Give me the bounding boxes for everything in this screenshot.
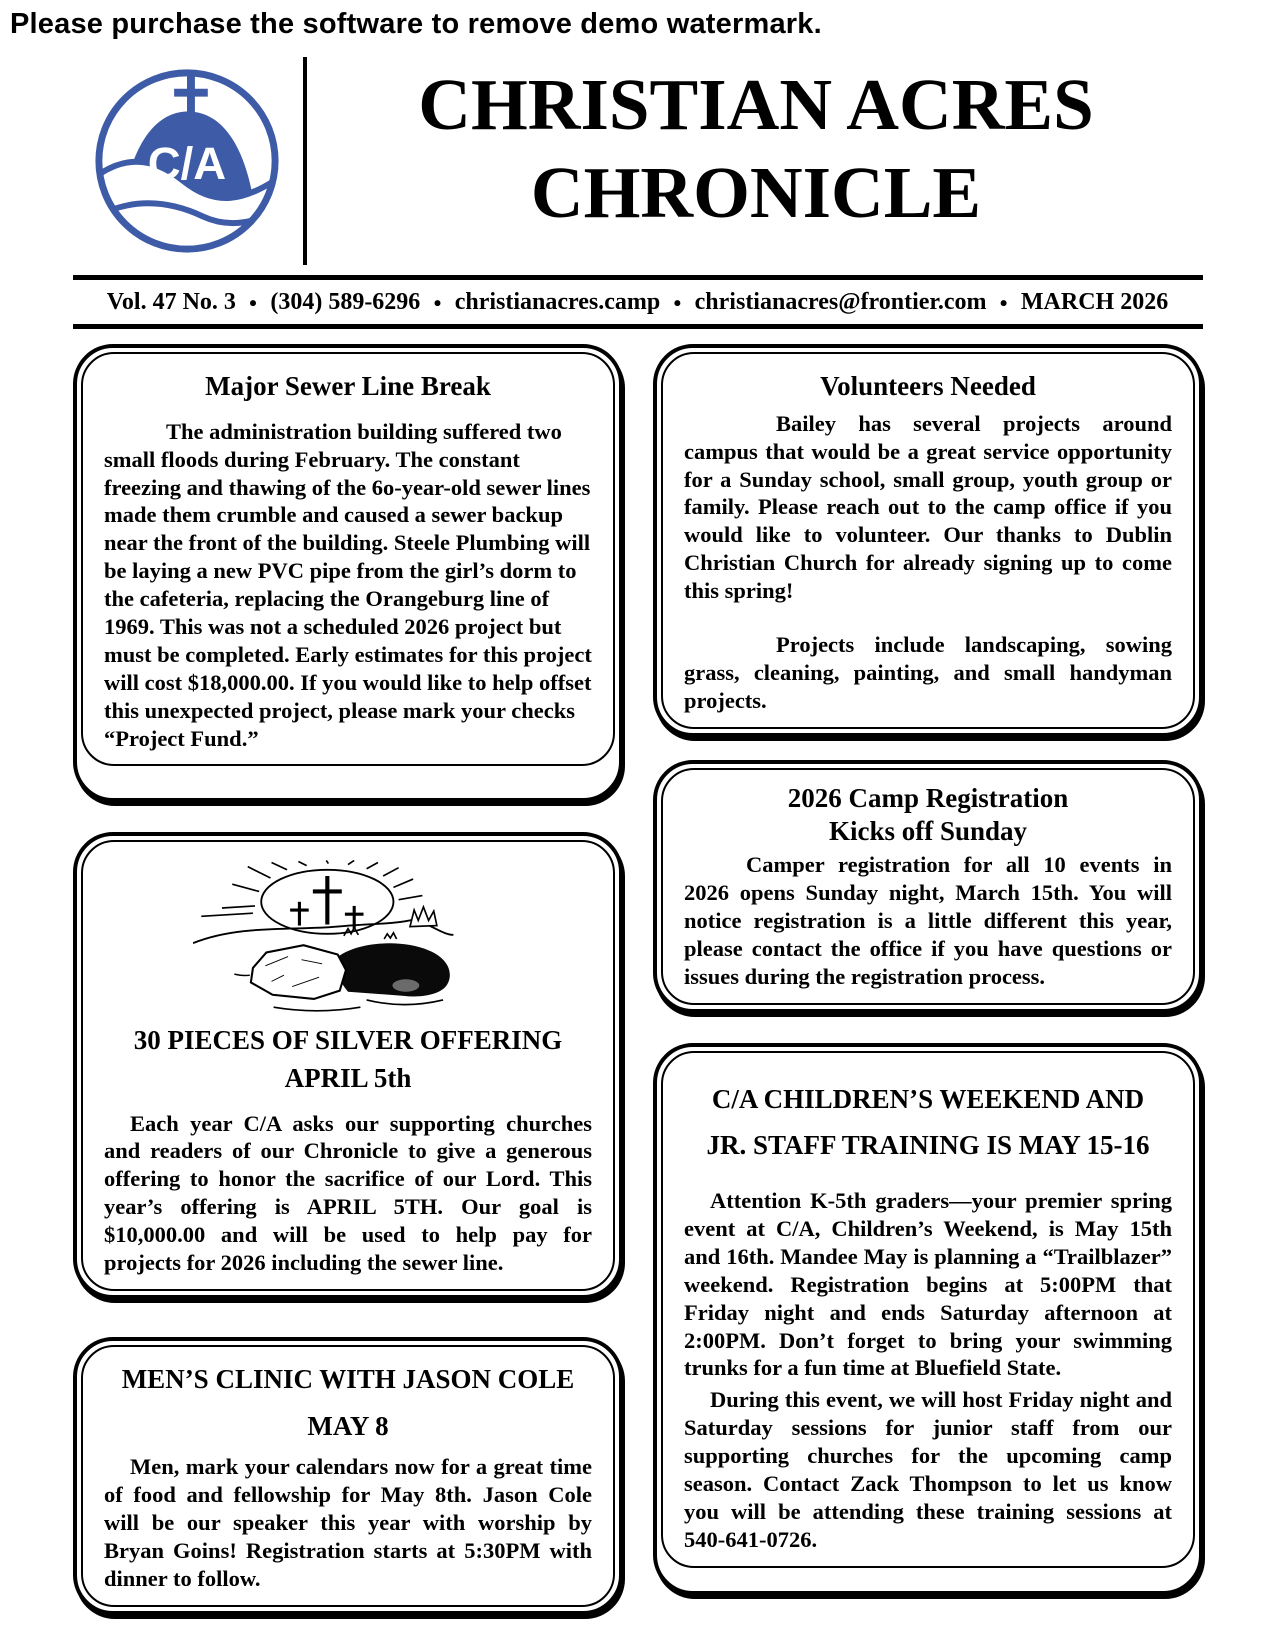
bullet-separator: ●	[248, 295, 258, 311]
article-children-para2: During this event, we will host Friday night and Saturday sessions for junior staff from our supporting churches for the upcoming camp season. Contact Zack Thompson to let us know you will be attending these training sessions at 540-641-0726.	[684, 1387, 1172, 1552]
newsletter-title-line2: CHRONICLE	[530, 151, 982, 233]
masthead-divider	[303, 57, 307, 265]
article-silver-title-line2: APRIL 5th	[284, 1062, 412, 1093]
article-mens-body: Men, mark your calendars now for a great time of food and fellowship for May 8th. Jason Cole will be our speaker this year with worship by Bryan Goins! Registration starts at 5:30PM with dinner to follow.	[104, 1454, 592, 1591]
article-volunteers-box	[653, 344, 1203, 737]
divider-rule-bottom	[73, 324, 1203, 329]
article-sewer-title: Major Sewer Line Break	[205, 371, 491, 401]
bullet-separator: ●	[999, 295, 1008, 311]
empty-tomb-illustration	[104, 860, 592, 1018]
article-volunteers-para2: Projects include landscaping, sowing grass, cleaning, painting, and small handyman projects.	[684, 631, 1172, 713]
issue-volume: Vol. 47 No. 3	[106, 289, 236, 315]
article-silver-offering-box	[73, 832, 623, 1299]
article-silver-body: Each year C/A asks our supporting churches and readers of our Chronicle to give a generous offering to honor the sacrifice of our Lord. This year’s offering is APRIL 5TH. Our goal is $10,000.00 and will be used to help pay for projects for 2026 including the sewer line.	[104, 1110, 592, 1275]
article-registration-title-line1: 2026 Camp Registration	[787, 782, 1069, 813]
camp-logo-graphic	[88, 62, 286, 260]
article-registration-box	[653, 760, 1203, 1013]
masthead	[73, 57, 1203, 265]
article-childrens-weekend-box	[653, 1043, 1203, 1595]
issue-website: christianacres.camp	[454, 289, 661, 315]
bullet-separator: ●	[433, 295, 442, 311]
camp-logo	[73, 57, 301, 265]
right-column	[653, 344, 1203, 1595]
stone	[251, 945, 346, 999]
article-mens-clinic-box	[73, 1337, 623, 1615]
article-volunteers-title: Volunteers Needed	[820, 371, 1036, 401]
newsletter-title	[309, 57, 1203, 265]
grass-tuft	[410, 907, 437, 927]
issue-date: MARCH 2026	[1020, 289, 1169, 315]
issue-phone: (304) 589-6296	[270, 289, 421, 315]
issue-info-line	[0, 280, 1275, 324]
issue-email: christianacres@frontier.com	[694, 289, 987, 315]
left-column	[73, 344, 623, 1615]
article-registration-body: Camper registration for all 10 events in 2026 opens Sunday night, March 15th. You will notice registration is a little different this year, please contact the office if you have questions or issues during the registration process.	[684, 852, 1172, 989]
logo-monogram: C/A	[147, 137, 227, 189]
article-children-title-line1: C/A CHILDREN’S WEEKEND AND	[711, 1083, 1145, 1114]
article-volunteers-para1: Bailey has several projects around campus that would be a great service opportunity for a Sunday school, small group, youth group or family. Please reach out to the camp office if you would like to volunteer. Our thanks to Dublin Christian Church for already signing up to come this spring!	[684, 410, 1172, 604]
article-mens-title-line1: MEN’S CLINIC WITH JASON COLE	[121, 1363, 575, 1394]
article-registration-title-line2: Kicks off Sunday	[828, 816, 1028, 847]
article-children-title-line2: JR. STAFF TRAINING IS MAY 15-16	[706, 1130, 1150, 1161]
demo-watermark-text: Please purchase the software to remove demo watermark.	[10, 8, 822, 40]
article-mens-title-line2: MAY 8	[307, 1410, 389, 1441]
newsletter-columns	[73, 344, 1203, 1615]
tomb-mound	[335, 943, 450, 996]
article-children-para1: Attention K-5th graders—your premier spring event at C/A, Children’s Weekend, is May 15th and 16th. Mandee May is planning a “Trailblazer” weekend. Registration begins at 5:00PM that Friday night and ends Saturday afternoon at 2:00PM. Don’t forget to bring your swimming trunks for a fun time at Bluefield State.	[684, 1188, 1172, 1381]
bullet-separator: ●	[673, 295, 682, 311]
article-silver-title-line1: 30 PIECES OF SILVER OFFERING	[133, 1025, 563, 1055]
empty-tomb-drawing	[193, 860, 503, 1018]
article-sewer-body: The administration building suffered two small floods during February. The constant freezing and thawing of the 6o-year-old sewer lines made them crumble and caused a sewer backup near the front of the building. Steele Plumbing will be laying a new PVC pipe from the girl’s dorm to the cafeteria, replacing the Orangeburg line of 1969. This was not a scheduled 2026 project but must be completed. Early estimates for this project will cost $18,000.00. If you would like to help offset this unexpected project, please mark your checks “Project Fund.”	[104, 418, 592, 751]
newsletter-title-line1: CHRISTIAN ACRES	[418, 64, 1094, 145]
article-sewer-box	[73, 344, 623, 802]
